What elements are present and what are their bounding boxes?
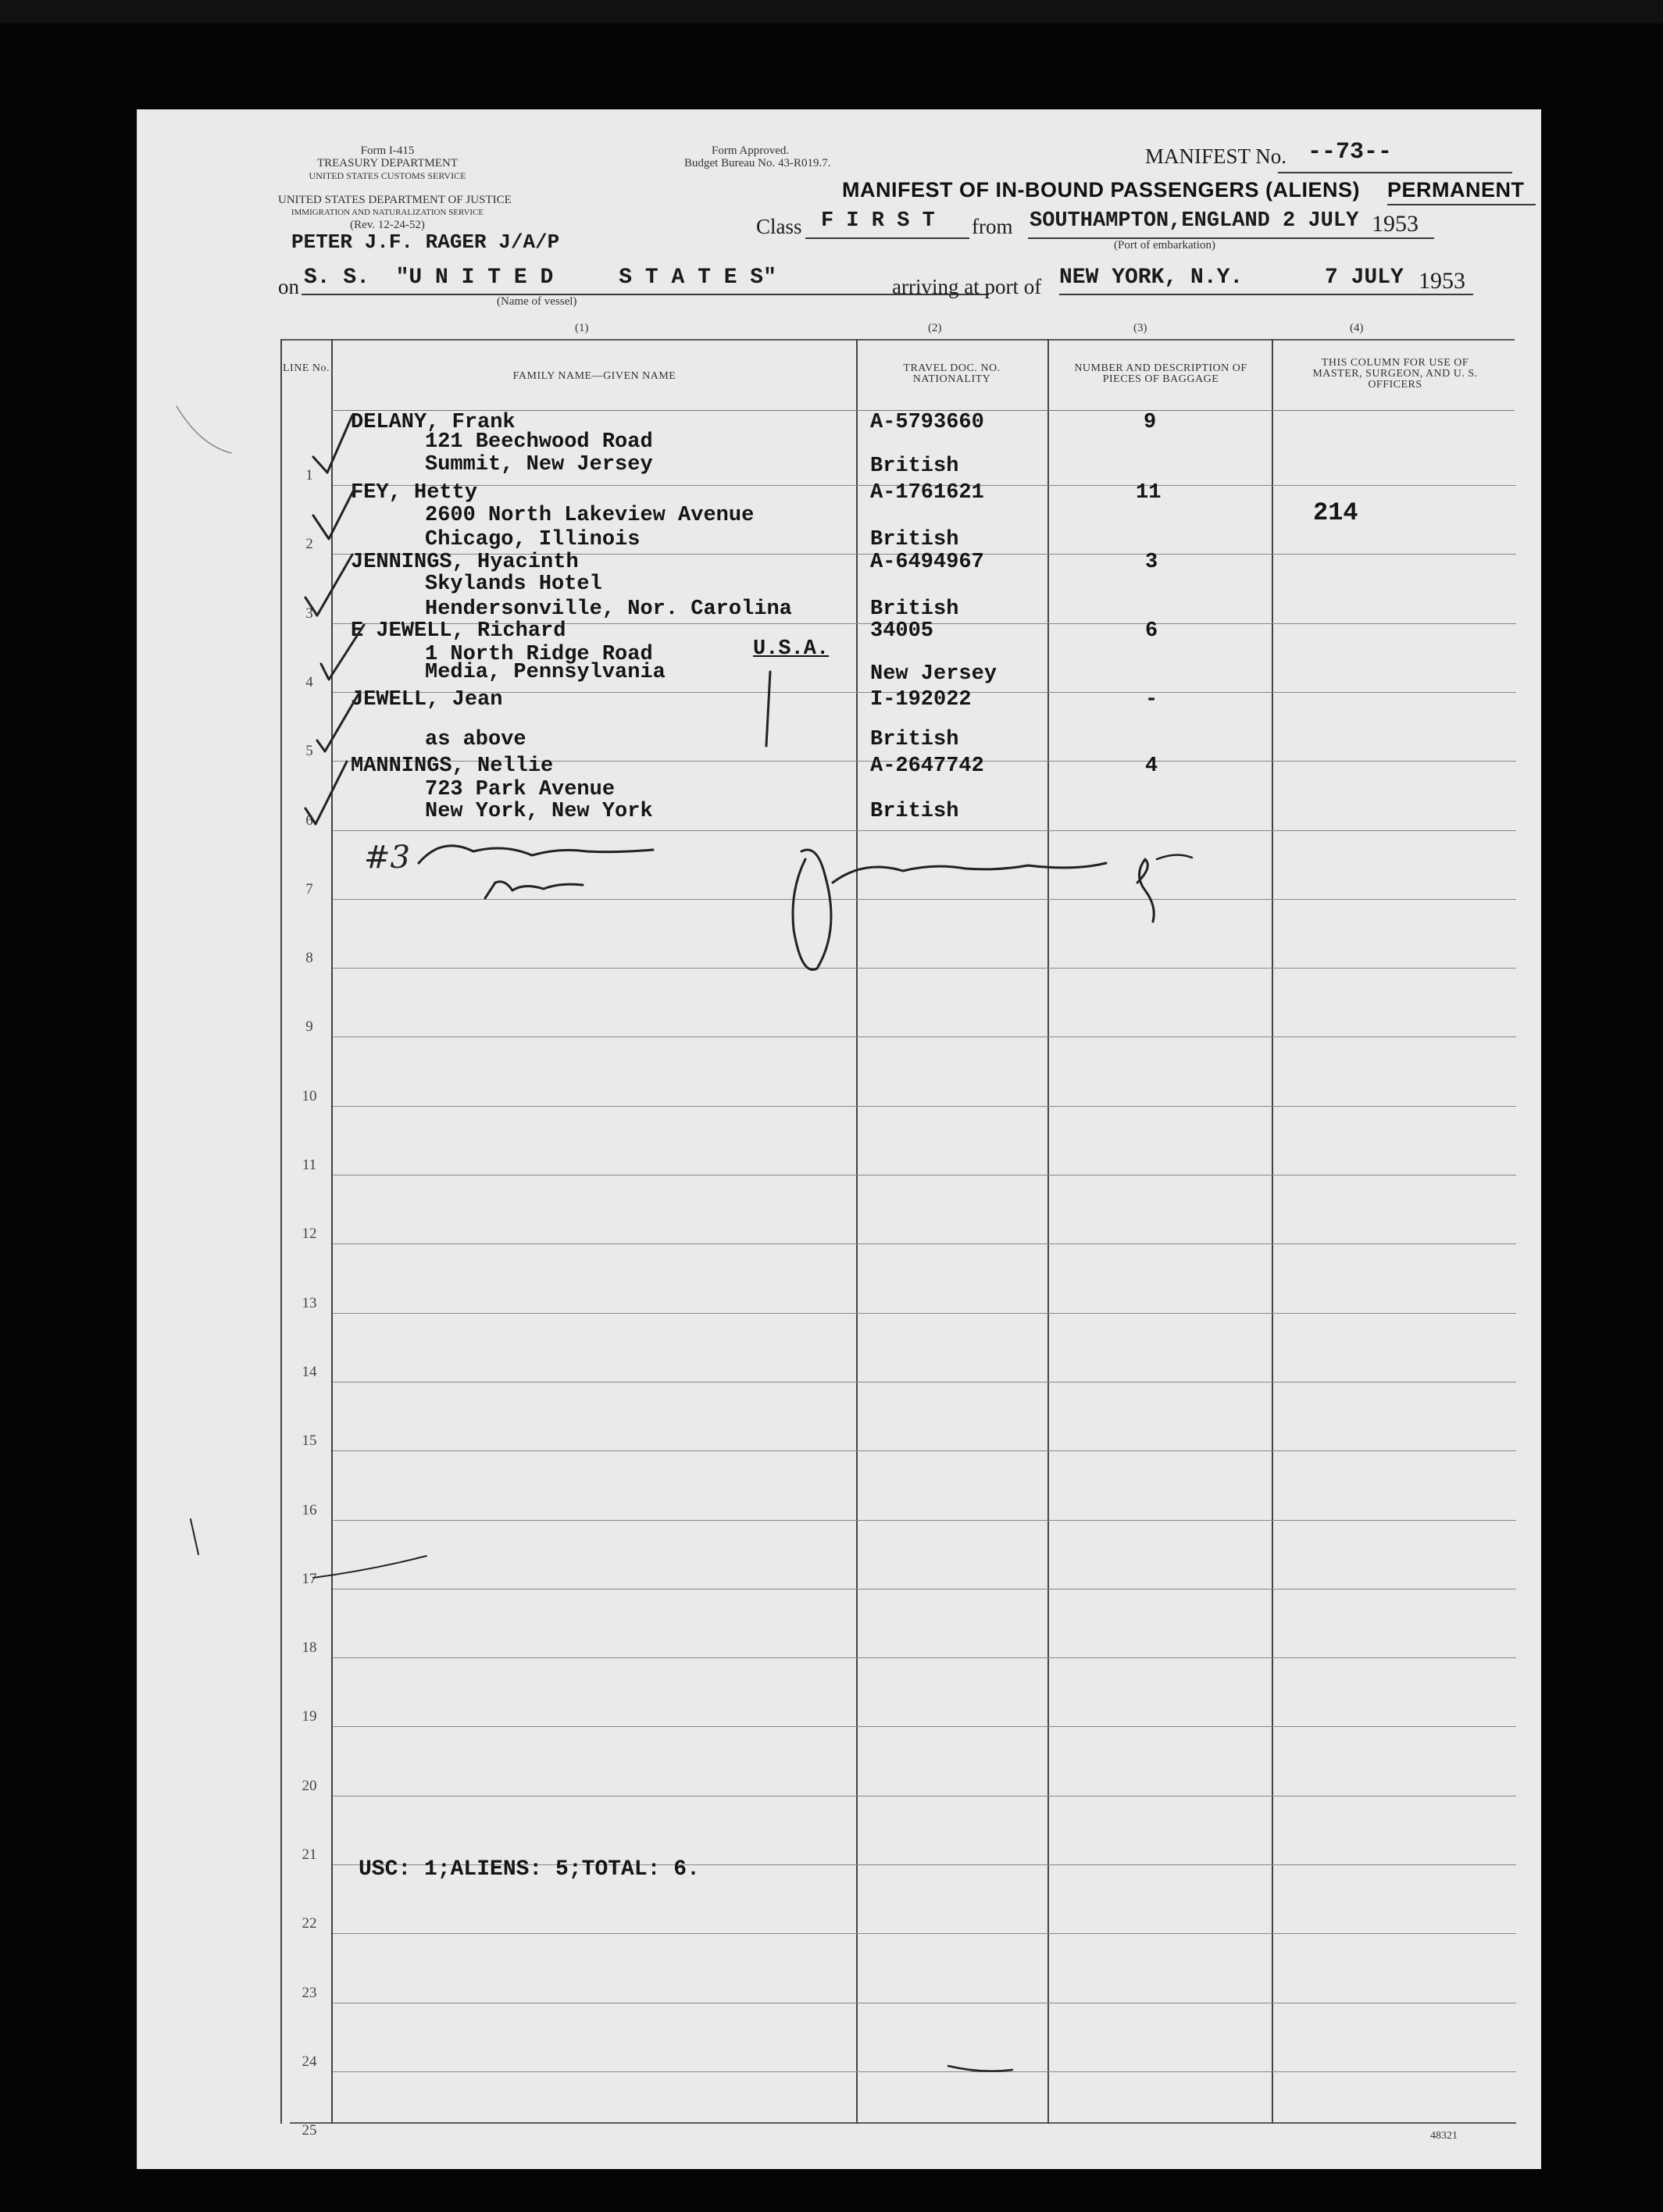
passenger-address-2: Chicago, Illinois <box>425 528 641 551</box>
agent-name: PETER J.F. RAGER J/A/P <box>291 230 560 254</box>
arrival-port: NEW YORK, N.Y. <box>1059 266 1244 290</box>
col-header-name: FAMILY NAME—GIVEN NAME <box>512 370 676 382</box>
line-number: 8 <box>305 950 313 967</box>
col-header-travel-doc: TRAVEL DOC. NO. NATIONALITY <box>903 362 1001 385</box>
passenger-address-2: Summit, New Jersey <box>425 453 653 476</box>
nationality: British <box>870 455 959 478</box>
immigration-service: IMMIGRATION AND NATURALIZATION SERVICE <box>291 208 484 217</box>
arrival-date: 7 JULY <box>1325 266 1404 290</box>
travel-doc-no: A-1761621 <box>870 481 984 505</box>
passenger-name: JENNINGS, Hyacinth <box>351 551 579 574</box>
port-caption: (Port of embarkation) <box>1114 239 1215 252</box>
line-number: 23 <box>302 1984 317 2001</box>
line-number: 17 <box>302 1570 317 1587</box>
arrival-year: 1953 <box>1419 268 1465 294</box>
baggage-count: 11 <box>1136 481 1162 505</box>
check-marks <box>137 109 1541 2169</box>
passenger-name: DELANY, Frank <box>351 411 516 434</box>
line-number: 11 <box>302 1157 317 1173</box>
manifest-number: --73-- <box>1308 139 1393 166</box>
line-number: 22 <box>302 1915 317 1932</box>
passenger-address-1: 121 Beechwood Road <box>425 430 653 454</box>
line-number: 21 <box>302 1846 317 1863</box>
line-number: 24 <box>302 2053 317 2070</box>
passenger-name: FEY, Hetty <box>351 481 478 505</box>
port-of-embarkation: SOUTHAMPTON,ENGLAND 2 JULY <box>1030 209 1359 233</box>
class-value: F I R S T <box>821 209 935 233</box>
embarkation-year: 1953 <box>1372 211 1419 237</box>
passenger-address-1: 723 Park Avenue <box>425 778 616 801</box>
col-num-2: (2) <box>928 322 942 334</box>
passenger-address-2: Media, Pennsylvania <box>425 661 666 684</box>
line-number: 4 <box>305 673 313 690</box>
handwritten-number: #3 <box>364 840 410 876</box>
baggage-count: - <box>1145 688 1158 712</box>
travel-doc-no: I-192022 <box>870 688 972 712</box>
nationality: New Jersey <box>870 662 997 686</box>
justice-department: UNITED STATES DEPARTMENT OF JUSTICE <box>278 194 512 206</box>
col-header-officers: THIS COLUMN FOR USE OF MASTER, SURGEON, AND U. S. OFFICERS <box>1312 357 1478 391</box>
line-number: 3 <box>305 605 313 622</box>
col-num-3: (3) <box>1133 322 1147 334</box>
line-number: 20 <box>302 1777 317 1794</box>
col-header-baggage: NUMBER AND DESCRIPTION OF PIECES OF BAGGAGE <box>1074 362 1247 385</box>
line-number: 7 <box>305 880 313 897</box>
line-number: 1 <box>305 467 313 483</box>
baggage-count: 6 <box>1145 619 1158 643</box>
budget-bureau: Budget Bureau No. 43-R019.7. <box>684 157 831 169</box>
vessel-caption: (Name of vessel) <box>497 295 577 308</box>
line-number: 18 <box>302 1639 317 1657</box>
baggage-count: 9 <box>1144 411 1157 434</box>
nationality: British <box>870 728 959 751</box>
baggage-count: 3 <box>1145 551 1158 574</box>
manifest-no-label: MANIFEST No. <box>1145 144 1287 168</box>
passenger-name: MANNINGS, Nellie <box>351 755 554 778</box>
customs-service: UNITED STATES CUSTOMS SERVICE <box>309 170 466 181</box>
line-number: 9 <box>305 1019 313 1036</box>
arriving-label: arriving at port of <box>892 275 1042 298</box>
on-label: on <box>278 275 299 298</box>
citizenship-note: U.S.A. <box>753 637 830 661</box>
col-header-line-no: LINE No. <box>283 362 330 374</box>
permanent-stamp: PERMANENT <box>1387 178 1525 202</box>
passenger-name: E JEWELL, Richard <box>351 619 566 643</box>
line-number: 16 <box>302 1501 317 1518</box>
passenger-address-1: 2600 North Lakeview Avenue <box>425 504 755 527</box>
travel-doc-no: A-2647742 <box>870 755 984 778</box>
print-code: 48321 <box>1430 2130 1458 2142</box>
line-number: 13 <box>302 1294 317 1311</box>
passenger-address-2: Hendersonville, Nor. Carolina <box>425 598 792 621</box>
line-number: 19 <box>302 1708 317 1725</box>
line-number: 12 <box>302 1226 317 1243</box>
line-number: 2 <box>305 536 313 553</box>
travel-doc-no: A-6494967 <box>870 551 984 574</box>
line-number: 25 <box>302 2122 317 2139</box>
col-num-1: (1) <box>575 322 589 334</box>
nationality: British <box>870 800 959 823</box>
passenger-address-1: 1 North Ridge Road <box>425 643 653 666</box>
travel-doc-no: 34005 <box>870 619 934 643</box>
form-approved: Form Approved. <box>712 144 790 157</box>
class-label: Class <box>756 215 802 238</box>
form-revision: (Rev. 12-24-52) <box>350 219 425 231</box>
line-number: 15 <box>302 1432 317 1450</box>
manifest-title: MANIFEST OF IN-BOUND PASSENGERS (ALIENS) <box>842 178 1361 202</box>
nationality: British <box>870 598 959 621</box>
col-num-4: (4) <box>1350 322 1364 334</box>
passenger-address-2: New York, New York <box>425 800 653 823</box>
manifest-sheet <box>137 109 1541 2169</box>
line-number: 14 <box>302 1363 317 1380</box>
scan-top-edge <box>0 0 1663 23</box>
form-number: Form I-415 <box>360 144 415 157</box>
nationality: British <box>870 528 959 551</box>
baggage-count: 4 <box>1145 755 1158 778</box>
passenger-address-1: Skylands Hotel <box>425 573 602 596</box>
passenger-address-2: as above <box>425 728 526 751</box>
line-number: 10 <box>302 1087 317 1104</box>
line-number: 5 <box>305 743 313 760</box>
from-label: from <box>972 215 1013 238</box>
line-number: 6 <box>305 812 313 829</box>
passenger-name: JEWELL, Jean <box>351 688 503 712</box>
vessel-name: S. S. "U N I T E D S T A T E S" <box>304 266 776 290</box>
travel-doc-no: A-5793660 <box>870 411 984 434</box>
passenger-summary: USC: 1;ALIENS: 5;TOTAL: 6. <box>359 1857 700 1882</box>
officer-note: 214 <box>1313 498 1358 527</box>
treasury-department: TREASURY DEPARTMENT <box>316 157 459 169</box>
